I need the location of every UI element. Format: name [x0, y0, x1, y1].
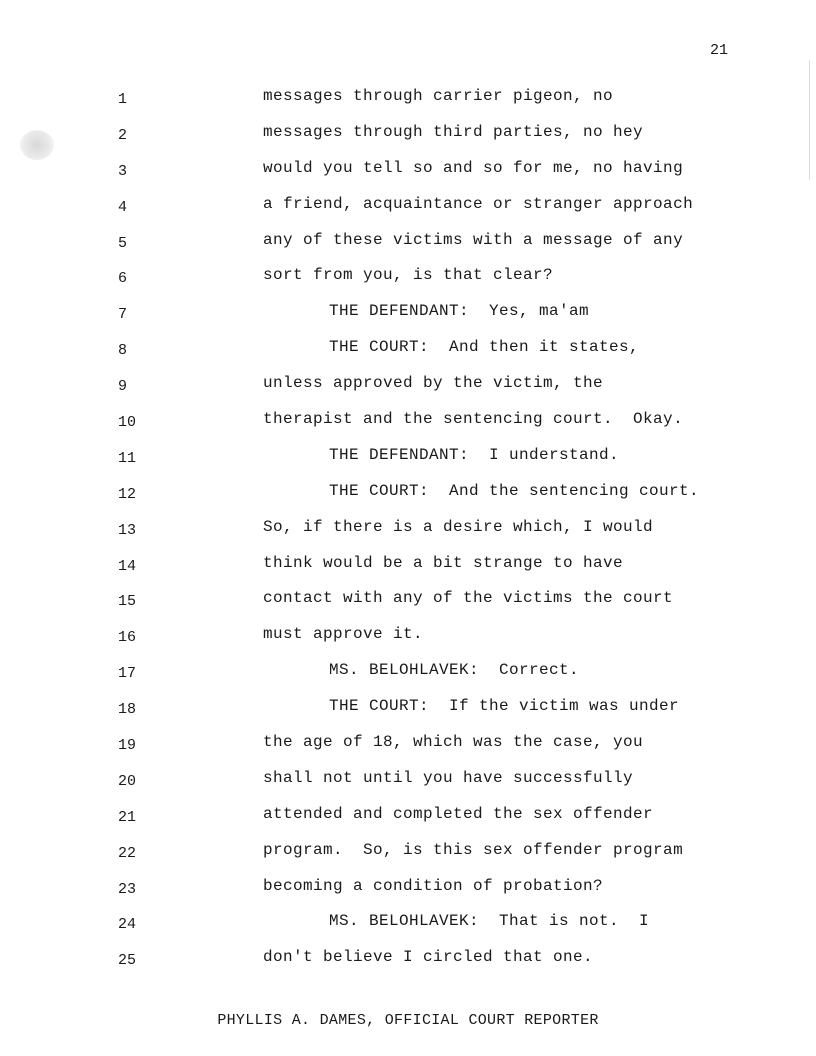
line-number: 24 — [118, 916, 137, 934]
line-number: 5 — [118, 234, 128, 252]
hole-punch-mark — [20, 130, 54, 160]
line-number: 7 — [118, 306, 128, 324]
line-number: 18 — [118, 701, 137, 719]
line-number: 25 — [118, 952, 137, 970]
line-number: 15 — [118, 593, 137, 611]
page-edge-mark — [809, 60, 810, 180]
transcript-body — [263, 84, 743, 981]
transcript-line: MS. BELOHLAVEK: Correct. — [329, 661, 580, 680]
transcript-line: THE COURT: And the sentencing court. — [329, 481, 700, 500]
transcript-line: program. So, is this sex offender program — [263, 840, 684, 859]
transcript-line: MS. BELOHLAVEK: That is not. I — [329, 912, 650, 931]
line-number: 6 — [118, 270, 128, 288]
line-number: 19 — [118, 737, 137, 755]
transcript-line: must approve it. — [263, 625, 424, 644]
line-number: 4 — [118, 198, 128, 216]
transcript-line: THE DEFENDANT: Yes, ma'am — [329, 302, 590, 321]
transcript-line: shall not until you have successfully — [263, 768, 634, 787]
transcript-line: THE COURT: And then it states, — [329, 338, 640, 357]
transcript-line: messages through third parties, no hey — [263, 122, 644, 141]
line-number: 23 — [118, 880, 137, 898]
transcript-line: So, if there is a desire which, I would — [263, 517, 654, 536]
line-number: 22 — [118, 844, 137, 862]
transcript-line: attended and completed the sex offender — [263, 804, 654, 823]
court-reporter-footer: PHYLLIS A. DAMES, OFFICIAL COURT REPORTER — [217, 1012, 599, 1029]
line-number-column — [110, 88, 150, 985]
line-number: 2 — [118, 126, 128, 144]
line-number: 10 — [118, 414, 137, 432]
transcript-line: contact with any of the victims the court — [263, 589, 674, 608]
transcript-line: any of these victims with a message of any — [263, 230, 684, 249]
transcript-line: THE DEFENDANT: I understand. — [329, 445, 620, 464]
line-number: 21 — [118, 808, 137, 826]
transcript-line: messages through carrier pigeon, no — [263, 87, 614, 105]
transcript-line: sort from you, is that clear? — [263, 266, 554, 285]
line-number: 8 — [118, 342, 128, 360]
line-number: 11 — [118, 449, 137, 467]
line-number: 9 — [118, 378, 128, 396]
transcript-line: would you tell so and so for me, no having — [263, 158, 684, 177]
transcript-line: don't believe I circled that one. — [263, 948, 594, 967]
line-number: 16 — [118, 629, 137, 647]
transcript-line: unless approved by the victim, the — [263, 374, 604, 393]
line-number: 14 — [118, 557, 137, 575]
line-number: 20 — [118, 772, 137, 790]
transcript-line: think would be a bit strange to have — [263, 553, 624, 572]
transcript-line: THE COURT: If the victim was under — [329, 697, 680, 716]
line-number: 13 — [118, 521, 137, 539]
page-number: 21 — [709, 42, 728, 59]
line-number: 3 — [118, 162, 128, 180]
line-number: 1 — [118, 91, 128, 108]
line-number: 17 — [118, 665, 137, 683]
transcript-line: becoming a condition of probation? — [263, 876, 604, 895]
line-number: 12 — [118, 485, 137, 503]
transcript-line: the age of 18, which was the case, you — [263, 733, 644, 752]
transcript-line: therapist and the sentencing court. Okay. — [263, 410, 684, 429]
transcript-line: a friend, acquaintance or stranger approach — [263, 194, 694, 213]
